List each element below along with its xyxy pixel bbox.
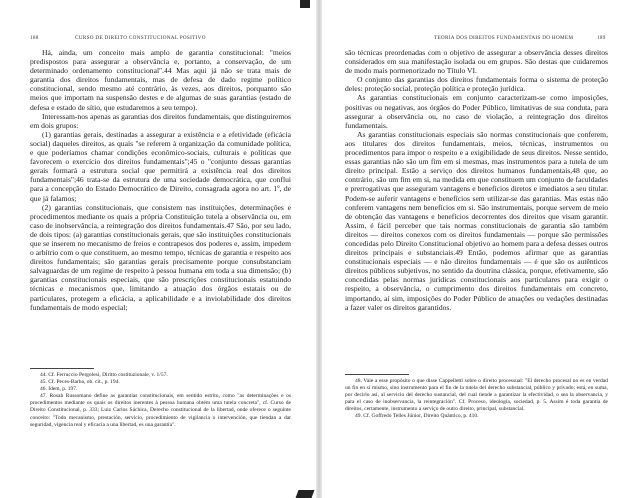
left-paragraph-1: Há, ainda, um conceito mais amplo de garantia constitucional: "meios predispostos para assegurar a observância e, portanto, a conservação, de um determinado ordenamento constitucional".44 Mas aqui já não se trata mais de garantia dos direitos fundamentais, mas de defesa de dado regime político constitucional, sendo mesmo até contrário, às vezes, aos direitos, porquanto são meios que importam na suspensão destes e de algumas de suas garantias (estado de defesa e estado de sítio, que estudaremos a seu tempo). — [30, 48, 291, 112]
left-paragraph-2: Interessam-nos apenas as garantias dos direitos fundamentais, que distinguiremos em dois grupos: — [30, 111, 291, 130]
left-paragraph-4: (2) garantias constitucionais, que consistem nas instituições, determinações e procedimentos mediante os quais a própria Constituição tutela a observância ou, em caso de inobservância, a reintegração dos direitos fundamentais.47 São, por seu lado, de dois tipos: (a) garantias constitucionais gerais, que são instituições constitucionais que se inserem no mecanismo de freios e contrapesos dos poderes e, assim, impedem o arbítrio com o que constituem, ao mesmo tempo, técnicas de garantia e respeito aos direitos fundamentais; são garantias gerais precisamente porque consubstanciam salvaguardas de um regime de respeito à pessoa humana em toda a sua dimensão; (b) garantias constitucionais especiais, que são prescrições constitucionais estatuindo técnicas e mecanismos que, limitando a atuação dos órgãos estatais ou de particulares, protegem a eficácia, a aplicabilidade e a inviolabilidade dos direitos fundamentais de modo especial; — [30, 202, 291, 312]
left-body-text — [30, 48, 291, 312]
right-paragraph-1: são técnicas preordenadas com o objetivo de assegurar a observância desses direitos considerados em sua manifestação isolada ou em grupos. São destas que cuidaremos de modo mais pormenorizado no Título VI. — [345, 48, 608, 76]
right-page — [319, 0, 638, 498]
footnote-46: 46. Idem, p. 197. — [40, 386, 78, 393]
left-page-number: 188 — [30, 35, 39, 41]
right-running-head: TEORIA DOS DIREITOS FUNDAMENTAIS DO HOMEM — [434, 35, 574, 41]
right-footnote-rule — [345, 374, 409, 375]
right-footnotes — [345, 378, 608, 421]
right-paragraph-2: O conjunto das garantias dos direitos fundamentais forma o sistema de proteção deles: proteção social, proteção política e proteção jurídica. — [345, 75, 608, 94]
left-running-head: CURSO DE DIREITO CONSTITUCIONAL POSITIVO — [75, 35, 206, 41]
left-footnotes — [30, 372, 291, 429]
right-paragraph-4: As garantias constitucionais especiais são normas constitucionais que conferem, aos titulares dos direitos fundamentais, meios, técnicas, instrumentos ou procedimentos para impor o respeito e a exigibilidade de seus direitos. Nesse sentido, essas garantias não são um fim em si mesmas, mas instrumentos para a tutela de um direito principal. Estão a serviço dos direitos humanos fundamentais,48 que, ao contrário, são um fim em si, na medida em que constituem um conjunto de faculdades e prerrogativas que asseguram vantagens e benefícios diretos e imediatos a seu titular. Podem-se auferir vantagens e benefícios sem utilizar-se das garantias. Mas estas não conferem vantagens nem benefícios em si. São instrumentais, porque servem de meio de obtenção das vantagens e benefícios decorrentes dos direitos que visam garantir. Assim, é fácil perceber que tais normas constitucionais de garantia são também direitos — direitos conexos com os direitos fundamentais — porque são permissões concedidas pelo Direito Constitucional objetivo ao homem para a defesa desses outros direitos principais e substanciais.49 Então, podemos afirmar que as garantias constitucionais especiais — e não direitos fundamentais — é que são os autênticos direitos públicos subjetivos, no sentido da doutrina clássica, porque, efetivamente, são concedidas pelas normas jurídicas constitucionais aos particulares para exigir o respeito, a observância, o cumprimento dos direitos fundamentais em concreto, importando, aí sim, imposições do Poder Público de atuações ou vedações destinadas a fazer valer os direitos garantidos. — [345, 129, 608, 312]
footnote-49: 49. Cf. Goffredo Telles Júnior, Direito Quântico, p. 410. — [355, 413, 479, 420]
right-body-text — [345, 48, 608, 312]
footnote-45: 45. Cf. Peces-Barba, ob. cit., p. 194. — [40, 379, 120, 386]
right-page-number: 189 — [597, 35, 606, 41]
footnote-44: 44. Cf. Ferruccio Pergolesi, Diritto costituzionale, v. 1/57. — [40, 372, 168, 378]
left-footnote-rule — [30, 368, 94, 369]
footnote-47: 47. Rosah Russomano define as garantias constitucionais, em sentido estrito, como "as determinações e os procedimentos mediante os quais os direitos inerentes à pessoa humana obtém uma tutela concreta", cf. Curso de Direito Constitucional, p. 333; Luiz Carlos Sáchica, Derecho constitucional de la libertad, onde oferece o seguinte conceito: "Todo mecanismo, prestación, servicio, procedimiento de vigilancia o intervención, que tiendan a dar seguridad, vigencia real y eficacia a una libertad, es una garantía". — [30, 393, 291, 428]
footnote-48: 48. Vale a esse propósito o que disse Cappelletti sobre o direito processual: "El derecho procesal no es en verdad un fin en sí mismo, sino instrumento para el fin de la tutela del derecho substancial, público y privado; está, en suma, por decirlo así, al servicio del derecho sustancial, del cual tiende a garantizar la efectividad, o sea la observancia, y para el caso de inobservancia, la reintegración". Cf. Proceso, ideología, sociedad, p. 5. Assim é toda garantia de direitos, certamente, instrumento a serviço de outro direito, principal, substancial. — [345, 378, 608, 413]
left-paragraph-3: (1) garantias gerais, destinadas a assegurar a existência e a efetividade (eficácia social) daqueles direitos, as quais "se referem à organização da comunidade política, e que poderíamos chamar condições econômico-sociais, culturais e políticas que favorecem o exercício dos direitos fundamentais";45 o "conjunto dessas garantias gerais formará a estrutura social que permitirá a existência real dos direitos fundamentais";46 trata-se da estrutura de uma sociedade democrática, que conflui para a concepção do Estado Democrático de Direito, consagrada agora no art. 1º, de que já falamos; — [30, 129, 291, 203]
right-paragraph-3: As garantias constitucionais em conjunto caracterizam-se como imposições, positivas ou negativas, aos órgãos do Poder Público, limitativas de sua conduta, para assegurar a observância ou, no caso de violação, a reintegração dos direitos fundamentais. — [345, 93, 608, 130]
